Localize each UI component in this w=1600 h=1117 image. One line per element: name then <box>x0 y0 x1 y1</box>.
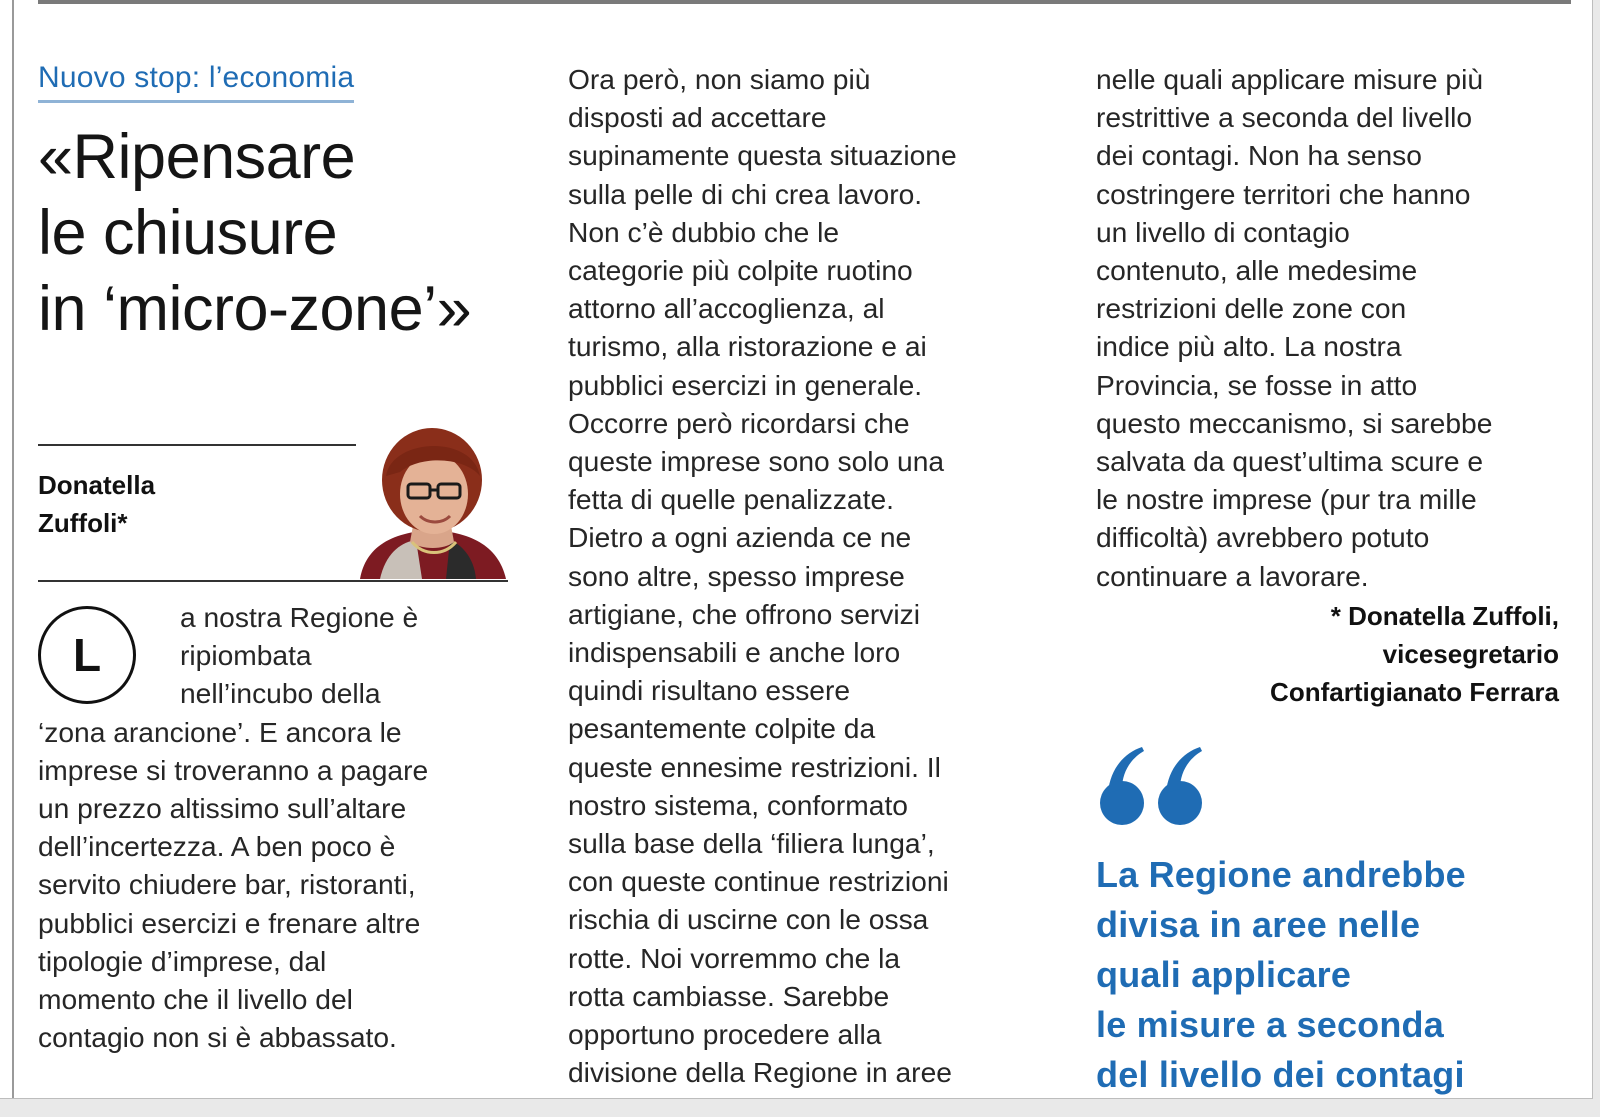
text-line: restrittive a seconda del livello <box>1096 101 1473 134</box>
text-line: Ora però, non siamo più <box>568 63 871 95</box>
column-1 <box>38 58 508 1054</box>
text-line: queste ennesime restrizioni. Il <box>568 750 941 783</box>
pull-quote-line: del livello dei contagi <box>1096 1053 1465 1095</box>
text-line: Non c’è dubbio che le <box>568 215 840 248</box>
pull-quote-line: divisa in aree nelle <box>1096 903 1421 945</box>
text-line: difficoltà) avrebbero potuto <box>1096 521 1430 554</box>
text-line: contagio non si è abbassato. <box>38 1021 397 1054</box>
text-line: dell’incertezza. A ben poco è <box>38 830 396 863</box>
author-name <box>38 466 155 542</box>
text-line: divisione della Regione in aree <box>568 1056 952 1089</box>
text-line: sulla base della ‘filiera lunga’, <box>568 827 935 860</box>
signature-line: * Donatella Zuffoli, <box>1330 600 1559 631</box>
headline-line: in ‘micro-zone’» <box>38 274 472 344</box>
text-line: nell’incubo della <box>180 677 381 710</box>
text-line: supinamente questa situazione <box>568 139 957 172</box>
headline <box>38 119 508 347</box>
text-line: le nostre imprese (pur tra mille <box>1096 483 1477 516</box>
text-line: pubblici esercizi e frenare altre <box>38 906 421 939</box>
author-line: Zuffoli* <box>38 508 128 538</box>
text-line: dei contagi. Non ha senso <box>1096 139 1422 172</box>
text-line: Occorre però ricordarsi che <box>568 406 910 439</box>
text-line: a nostra Regione è <box>180 601 419 633</box>
dropcap-letter: L <box>38 606 136 704</box>
text-line: Dietro a ogni azienda ce ne <box>568 521 912 554</box>
author-photo <box>356 424 508 579</box>
text-line: momento che il livello del <box>38 983 353 1016</box>
text-line: un livello di contagio <box>1096 215 1350 248</box>
text-line: fetta di quelle penalizzate. <box>568 483 894 516</box>
byline-block <box>38 444 508 582</box>
text-line: questo meccanismo, si sarebbe <box>1096 406 1493 439</box>
text-line: ‘zona arancione’. E ancora le <box>38 715 402 748</box>
text-line: con queste continue restrizioni <box>568 865 949 898</box>
pull-quote-line: La Regione andrebbe <box>1096 853 1466 895</box>
text-line: opportuno procedere alla <box>568 1018 882 1051</box>
text-line: continuare a lavorare. <box>1096 559 1369 592</box>
top-rule <box>38 0 1571 4</box>
text-line: ripiombata <box>180 639 312 672</box>
text-line: nelle quali applicare misure più <box>1096 63 1484 95</box>
text-line: imprese si troveranno a pagare <box>38 753 429 786</box>
author-portrait-image <box>356 424 508 579</box>
text-line: costringere territori che hanno <box>1096 177 1471 210</box>
text-line: rotta cambiasse. Sarebbe <box>568 979 890 1012</box>
text-line: queste imprese sono solo una <box>568 445 945 478</box>
text-line: quindi risultano essere <box>568 674 851 707</box>
text-line: restrizioni delle zone con <box>1096 292 1407 325</box>
text-line: nostro sistema, conformato <box>568 788 908 821</box>
text-line: disposti ad accettare <box>568 101 827 134</box>
author-signature <box>1096 597 1571 711</box>
text-line: attorno all’accoglienza, al <box>568 292 885 325</box>
text-line: pesantemente colpite da <box>568 712 876 745</box>
text-line: categorie più colpite ruotino <box>568 254 913 287</box>
text-line: salvata da quest’ultima scure e <box>1096 445 1484 478</box>
text-line: Provincia, se fosse in atto <box>1096 368 1418 401</box>
column-2 <box>568 60 1038 1091</box>
quote-mark-icon <box>1096 745 1216 827</box>
text-line: artigiane, che offrono servizi <box>568 597 921 630</box>
text-line: servito chiudere bar, ristoranti, <box>38 868 416 901</box>
text-line: contenuto, alle medesime <box>1096 254 1418 287</box>
pull-quote-line: quali applicare <box>1096 953 1352 995</box>
headline-line: «Ripensare <box>38 122 356 192</box>
text-line: pubblici esercizi in generale. <box>568 368 923 401</box>
column-3 <box>1096 60 1571 1099</box>
text-line: tipologie d’imprese, dal <box>38 944 327 977</box>
text-line: rotte. Noi vorremmo che la <box>568 941 901 974</box>
column-3-body <box>1096 60 1571 595</box>
signature-line: vicesegretario <box>1382 638 1559 669</box>
lead-paragraph <box>38 598 508 1056</box>
section-kicker: Nuovo stop: l’economia <box>38 58 354 103</box>
text-line: indice più alto. La nostra <box>1096 330 1402 363</box>
pull-quote-line: le misure a seconda <box>1096 1003 1444 1045</box>
headline-line: le chiusure <box>38 198 338 268</box>
left-margin-line <box>12 0 14 1098</box>
text-line: turismo, alla ristorazione e ai <box>568 330 927 363</box>
text-line: indispensabili e anche loro <box>568 636 901 669</box>
signature-line: Confartigianato Ferrara <box>1270 676 1559 707</box>
pull-quote <box>1096 850 1571 1099</box>
text-line: un prezzo altissimo sull’altare <box>38 792 407 825</box>
author-line: Donatella <box>38 470 156 500</box>
text-line: rischia di uscirne con le ossa <box>568 903 929 936</box>
text-line: sono altre, spesso imprese <box>568 559 905 592</box>
text-line: sulla pelle di chi crea lavoro. <box>568 177 923 210</box>
